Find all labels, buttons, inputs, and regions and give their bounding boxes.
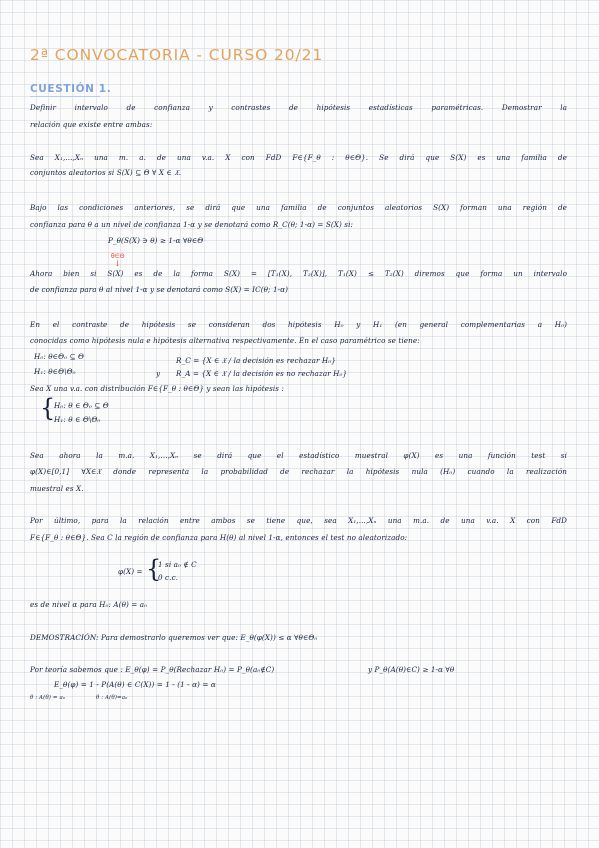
paragraph-7-line-1: Por último, para la relación entre ambos se tiene que, sea X₁,...,Xₙ una m.a. de una v.a. X con FdD [30, 516, 567, 525]
acceptance-region: R_A = {X ∈ 𝔛 / la decisión es no rechazar H₀} [176, 369, 348, 378]
paragraph-3-line-1: Ahora bien si S(X) es de la forma S(X) = [T₁(X), T₂(X)], T₁(X) ≤ T₂(X) diremos que forma un intervalo [30, 269, 567, 278]
red-arrow-icon: ↓ [114, 259, 121, 268]
hypothesis-h1: H₁: θ∈Θ\Θ₀ [34, 367, 76, 376]
test-function-brace: { [146, 555, 162, 583]
subscript-note-2: θ : A(θ)=a₀ [96, 695, 128, 701]
paragraph-1-line-1: Sea X₁,...,Xₙ una m. a. de una v.a. X con FdD F∈{F_θ : θ∈Θ}. Se dirá que S(X) es una familia de [30, 153, 567, 162]
braced-h0: H₀: θ ∈ Θ₀ ⊆ Θ [54, 401, 109, 410]
hypotheses-brace: { [40, 394, 56, 422]
paragraph-1-line-2: conjuntos aleatorios si S(X) ⊆ Θ ∀ X ∈ 𝔛. [30, 168, 182, 177]
paragraph-3-line-2: de confianza para θ al nivel 1-α y se denotará como S(X) = IC(θ; 1-α) [30, 285, 289, 294]
hypothesis-h0: H₀: θ∈Θ₀ ⊆ Θ [34, 352, 84, 361]
final-equation: E_θ(φ) = 1 - P(A(θ) ∈ C(X)) = 1 - (1 - α) = α [54, 680, 216, 689]
paragraph-5: Sea X una v.a. con distribución F∈{F_θ : θ∈Θ} y sean las hipótesis : [30, 384, 284, 393]
question-line-1: Definir intervalo de confianza y contrastes de hipótesis estadísticas paramétricas. Demostrar la [30, 103, 567, 112]
paragraph-10-part-2: y P_θ(A(θ)∈C) ≥ 1-α ∀θ [368, 665, 455, 674]
page-title: 2ª CONVOCATORIA - CURSO 20/21 [30, 46, 324, 64]
braced-h1: H₁: θ ∈ Θ\Θ₀ [54, 415, 101, 424]
paragraph-6-line-3: muestral es X. [30, 484, 84, 493]
test-function-case-1: 1 si a₀ ∉ C [158, 560, 197, 569]
paragraph-6-line-2: φ(X)∈[0,1] ∀X∈𝔛 donde representa la probabilidad de rechazar la hipótesis nula (H₀) cuando la realización [30, 467, 567, 476]
heading-underline [30, 96, 100, 97]
conjunction-y: y [156, 369, 161, 378]
question-heading: CUESTIÓN 1. [30, 83, 112, 95]
paragraph-4-line-1: En el contraste de hipótesis se consideran dos hipótesis H₀ y H₁ (en general complementarias a H₀) [30, 320, 567, 329]
paragraph-8: es de nivel α para H₀: A(θ) = a₀ [30, 600, 148, 609]
demonstration-line: DEMOSTRACIÓN: Para demostrarlo queremos ver que: E_θ(φ(X)) ≤ α ∀θ∈Θ₀ [30, 633, 318, 642]
paragraph-2-line-2: confianza para θ a un nivel de confianza 1-α y se denotará como R_C(θ; 1-α) = S(X) si: [30, 220, 354, 229]
test-function-case-2: 0 c.c. [158, 573, 179, 582]
paragraph-7-line-2: F∈{F_θ : θ∈Θ}. Sea C la región de confianza para H(θ) al nivel 1-α, entonces el test no aleatorizado: [30, 533, 408, 542]
red-annotation: θ∈Θ [111, 253, 125, 260]
paragraph-4-line-2: conocidas como hipótesis nula e hipótesis alternativa respectivamente. En el caso paramétrico se tiene: [30, 336, 420, 345]
rejection-region: R_C = {X ∈ 𝔛 / la decisión es rechazar H₀} [176, 356, 336, 365]
subscript-note-1: θ : A(θ) = a₀ [30, 695, 66, 701]
confidence-condition: P_θ(S(X) ∋ θ) ≥ 1-α ∀θ∈Θ [108, 236, 204, 245]
paragraph-10-part-1: Por teoría sabemos que : E_θ(φ) = P_θ(Rechazar H₀) = P_θ(a₀∉C) [30, 665, 275, 674]
question-line-2: relación que existe entre ambas: [30, 120, 153, 129]
test-function-lhs: φ(X) = [118, 567, 143, 576]
paragraph-2-line-1: Bajo las condiciones anteriores, se dirá que una familia de conjuntos aleatorios S(X) forman una región de [30, 203, 567, 212]
paragraph-6-line-1: Sea ahora la m.a. X₁,...,Xₙ se dirá que el estadístico muestral φ(X) es una función test si [30, 451, 567, 460]
